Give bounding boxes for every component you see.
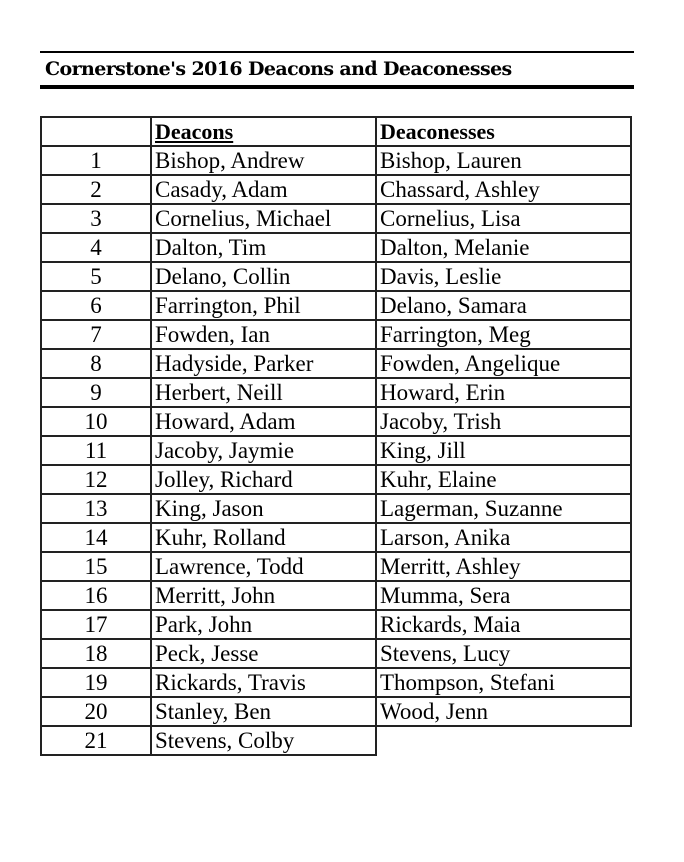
roster-table (40, 116, 632, 756)
deaconess-name: Dalton, Melanie (376, 233, 631, 262)
deaconess-name: Thompson, Stefani (376, 668, 631, 697)
row-number: 7 (41, 320, 151, 349)
row-number: 18 (41, 639, 151, 668)
deaconess-name: Merritt, Ashley (376, 552, 631, 581)
table-row (41, 610, 631, 639)
row-number: 11 (41, 436, 151, 465)
table-row (41, 668, 631, 697)
row-number: 15 (41, 552, 151, 581)
deaconess-name: Fowden, Angelique (376, 349, 631, 378)
deacon-name: Hadyside, Parker (151, 349, 376, 378)
deacon-name: Lawrence, Todd (151, 552, 376, 581)
deacon-name: Dalton, Tim (151, 233, 376, 262)
deaconess-name: Farrington, Meg (376, 320, 631, 349)
deacon-name: Stevens, Colby (151, 726, 376, 755)
deacon-name: Herbert, Neill (151, 378, 376, 407)
deaconess-name: Rickards, Maia (376, 610, 631, 639)
row-number: 6 (41, 291, 151, 320)
deaconess-name: Delano, Samara (376, 291, 631, 320)
deaconess-name: Chassard, Ashley (376, 175, 631, 204)
deacon-name: Park, John (151, 610, 376, 639)
deaconess-name: Howard, Erin (376, 378, 631, 407)
header-deacons (151, 117, 376, 146)
row-number: 21 (41, 726, 151, 755)
table-row (41, 349, 631, 378)
table-row (41, 204, 631, 233)
deacon-name: Bishop, Andrew (151, 146, 376, 175)
row-number: 14 (41, 523, 151, 552)
deaconess-name: King, Jill (376, 436, 631, 465)
row-number: 17 (41, 610, 151, 639)
deacon-name: Delano, Collin (151, 262, 376, 291)
table-row (41, 552, 631, 581)
header-deaconesses: Deaconesses (376, 117, 631, 146)
row-number: 5 (41, 262, 151, 291)
deaconess-name: Lagerman, Suzanne (376, 494, 631, 523)
table-row (41, 697, 631, 726)
table-row (41, 407, 631, 436)
title-block (40, 51, 634, 89)
deaconess-name: Larson, Anika (376, 523, 631, 552)
deaconess-name: Stevens, Lucy (376, 639, 631, 668)
table-row (41, 378, 631, 407)
deaconess-name: Davis, Leslie (376, 262, 631, 291)
table-row (41, 146, 631, 175)
row-number: 3 (41, 204, 151, 233)
deacon-name: Stanley, Ben (151, 697, 376, 726)
deacon-name: Cornelius, Michael (151, 204, 376, 233)
header-number (41, 117, 151, 146)
deacon-name: Peck, Jesse (151, 639, 376, 668)
table-row (41, 320, 631, 349)
table-row (41, 494, 631, 523)
row-number: 12 (41, 465, 151, 494)
deacon-name: Jacoby, Jaymie (151, 436, 376, 465)
deacon-name: Merritt, John (151, 581, 376, 610)
deacon-name: Casady, Adam (151, 175, 376, 204)
row-number: 2 (41, 175, 151, 204)
deacon-name: Fowden, Ian (151, 320, 376, 349)
deaconess-name: Kuhr, Elaine (376, 465, 631, 494)
row-number: 8 (41, 349, 151, 378)
deaconess-name: Mumma, Sera (376, 581, 631, 610)
deacon-name: Howard, Adam (151, 407, 376, 436)
deacon-name: Farrington, Phil (151, 291, 376, 320)
row-number: 9 (41, 378, 151, 407)
deaconess-name: Jacoby, Trish (376, 407, 631, 436)
table-row (41, 436, 631, 465)
table-row (41, 175, 631, 204)
deaconess-name: Bishop, Lauren (376, 146, 631, 175)
row-number: 16 (41, 581, 151, 610)
table-row (41, 291, 631, 320)
table-row (41, 465, 631, 494)
deaconess-name: Cornelius, Lisa (376, 204, 631, 233)
deacon-name: Rickards, Travis (151, 668, 376, 697)
deacon-name: King, Jason (151, 494, 376, 523)
table-row (41, 233, 631, 262)
row-number: 19 (41, 668, 151, 697)
table-row (41, 639, 631, 668)
deacon-name: Jolley, Richard (151, 465, 376, 494)
row-number: 20 (41, 697, 151, 726)
row-number: 10 (41, 407, 151, 436)
deaconess-name (376, 726, 631, 755)
deacon-name: Kuhr, Rolland (151, 523, 376, 552)
row-number: 4 (41, 233, 151, 262)
table-row (41, 523, 631, 552)
title-rule-bottom (40, 85, 634, 89)
deaconess-name: Wood, Jenn (376, 697, 631, 726)
page-title: Cornerstone's 2016 Deacons and Deaconesses (45, 58, 512, 80)
table-row (41, 726, 631, 755)
table-row (41, 581, 631, 610)
row-number: 1 (41, 146, 151, 175)
table-row (41, 262, 631, 291)
row-number: 13 (41, 494, 151, 523)
header-deacons-label: Deacons (155, 119, 234, 144)
table-header-row (41, 117, 631, 146)
